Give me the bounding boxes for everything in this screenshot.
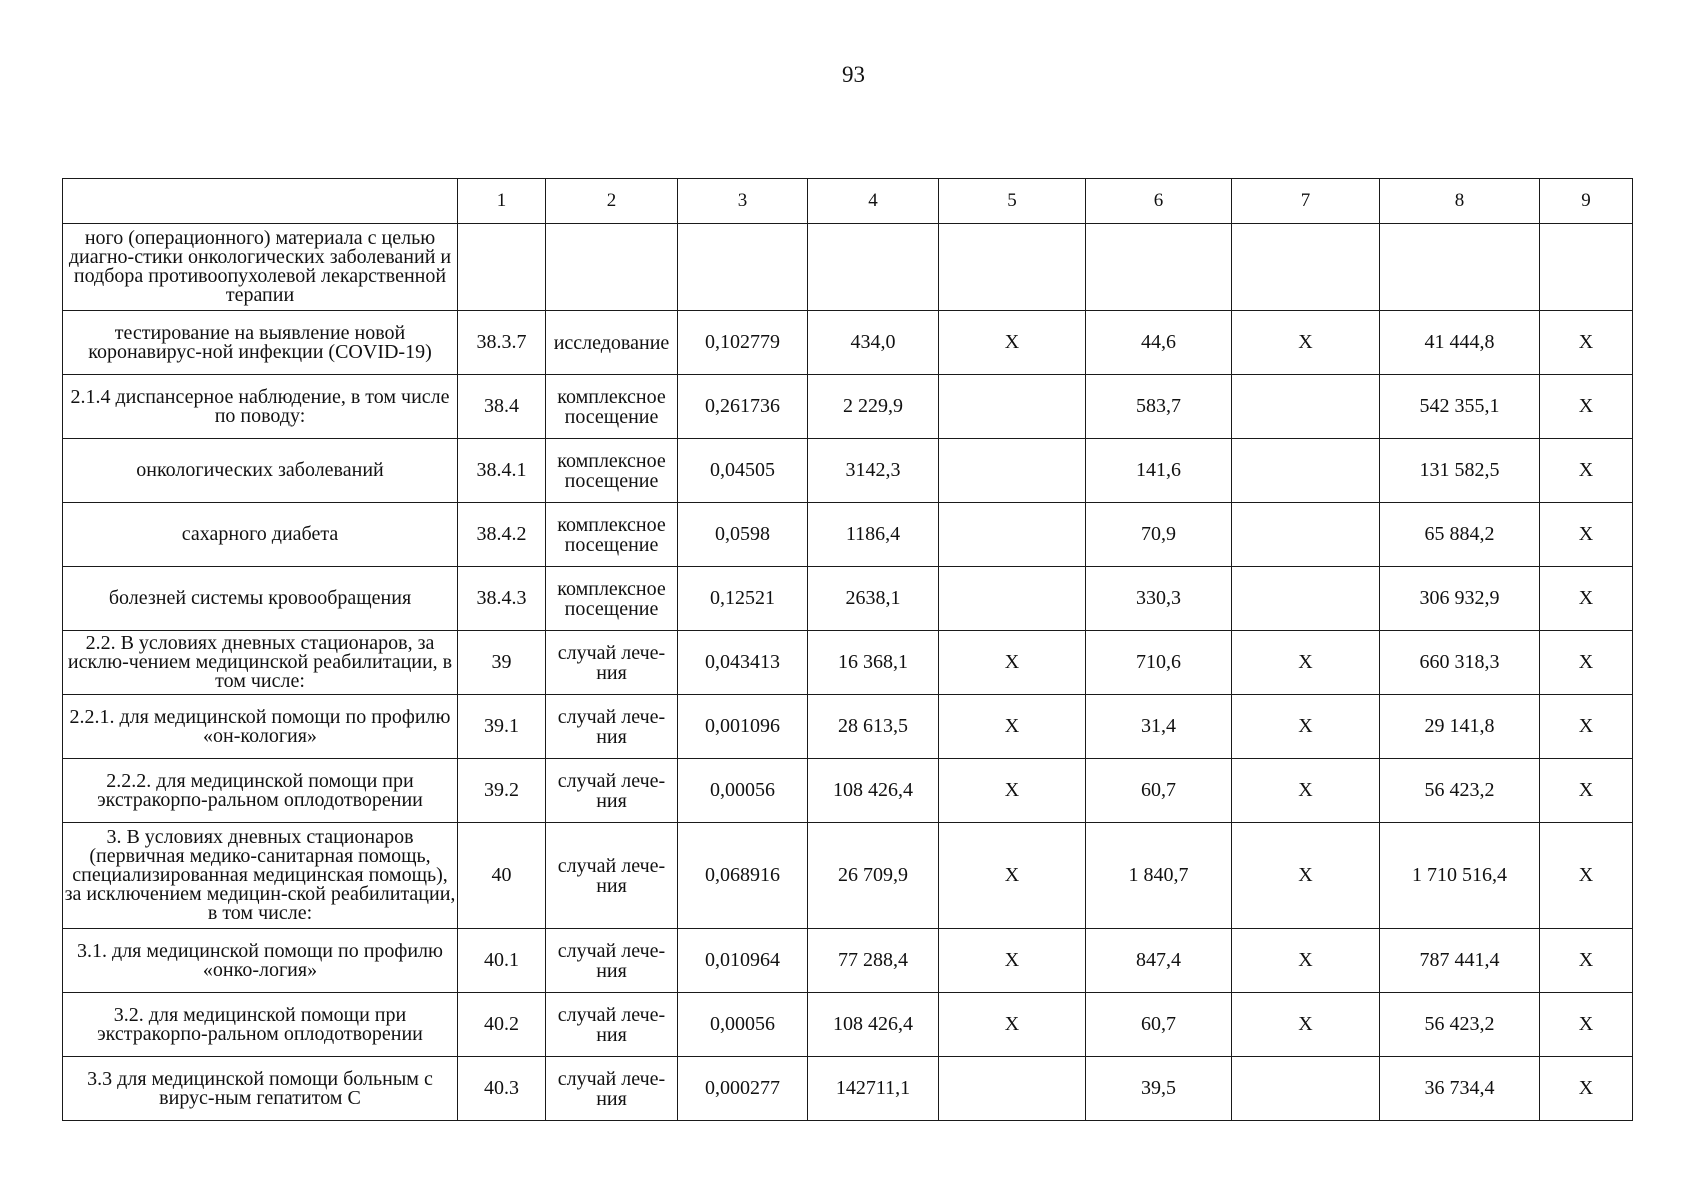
row-name-cell: тестирование на выявление новой коронавирус-ной инфекции (COVID-19) — [63, 311, 458, 375]
table-row — [63, 567, 1633, 631]
row-code-cell: 40.2 — [458, 993, 546, 1057]
row-unit-cell: случай лече-ния — [546, 993, 678, 1057]
col-3-cell: 0,043413 — [678, 631, 808, 695]
col-3-cell: 0,068916 — [678, 823, 808, 929]
col-3-cell: 0,102779 — [678, 311, 808, 375]
col-8-cell: 41 444,8 — [1380, 311, 1540, 375]
table-row — [63, 993, 1633, 1057]
col-3-cell: 0,00056 — [678, 993, 808, 1057]
header-cell: 5 — [939, 179, 1086, 224]
table-row — [63, 311, 1633, 375]
col-6-cell: 60,7 — [1086, 993, 1232, 1057]
row-name-cell: болезней системы кровообращения — [63, 567, 458, 631]
col-7-cell: X — [1232, 311, 1380, 375]
header-row — [63, 179, 1633, 224]
col-5-cell — [939, 567, 1086, 631]
col-3-cell: 0,0598 — [678, 503, 808, 567]
col-4-cell: 26 709,9 — [808, 823, 939, 929]
col-9-cell — [1540, 224, 1633, 311]
col-9-cell: X — [1540, 823, 1633, 929]
col-6-cell: 710,6 — [1086, 631, 1232, 695]
row-unit-cell: случай лече-ния — [546, 929, 678, 993]
header-cell: 7 — [1232, 179, 1380, 224]
table-row — [63, 695, 1633, 759]
col-8-cell: 660 318,3 — [1380, 631, 1540, 695]
col-3-cell — [678, 224, 808, 311]
row-unit-cell: случай лече-ния — [546, 1057, 678, 1121]
col-7-cell — [1232, 503, 1380, 567]
col-4-cell: 1186,4 — [808, 503, 939, 567]
table-row — [63, 224, 1633, 311]
col-7-cell — [1232, 1057, 1380, 1121]
row-name-cell: 2.1.4 диспансерное наблюдение, в том числе по поводу: — [63, 375, 458, 439]
row-code-cell: 39.1 — [458, 695, 546, 759]
row-unit-cell: исследование — [546, 311, 678, 375]
table-body — [63, 224, 1633, 1121]
row-code-cell: 40 — [458, 823, 546, 929]
col-4-cell: 28 613,5 — [808, 695, 939, 759]
header-cell: 8 — [1380, 179, 1540, 224]
row-unit-cell: комплексное посещение — [546, 439, 678, 503]
col-7-cell: X — [1232, 823, 1380, 929]
data-table — [62, 178, 1633, 1121]
col-6-cell: 1 840,7 — [1086, 823, 1232, 929]
header-cell: 9 — [1540, 179, 1633, 224]
col-3-cell: 0,04505 — [678, 439, 808, 503]
col-9-cell: X — [1540, 311, 1633, 375]
col-8-cell: 56 423,2 — [1380, 759, 1540, 823]
col-8-cell: 36 734,4 — [1380, 1057, 1540, 1121]
row-code-cell: 38.4 — [458, 375, 546, 439]
col-8-cell — [1380, 224, 1540, 311]
table-row — [63, 503, 1633, 567]
col-3-cell: 0,00056 — [678, 759, 808, 823]
header-cell — [63, 179, 458, 224]
col-5-cell: X — [939, 695, 1086, 759]
header-cell: 4 — [808, 179, 939, 224]
header-cell: 3 — [678, 179, 808, 224]
col-5-cell: X — [939, 631, 1086, 695]
table-row — [63, 375, 1633, 439]
table-row — [63, 1057, 1633, 1121]
col-5-cell — [939, 503, 1086, 567]
col-4-cell: 2638,1 — [808, 567, 939, 631]
row-code-cell — [458, 224, 546, 311]
col-8-cell: 1 710 516,4 — [1380, 823, 1540, 929]
col-6-cell: 31,4 — [1086, 695, 1232, 759]
col-6-cell: 141,6 — [1086, 439, 1232, 503]
col-3-cell: 0,12521 — [678, 567, 808, 631]
col-9-cell: X — [1540, 929, 1633, 993]
col-7-cell — [1232, 439, 1380, 503]
row-name-cell: 2.2.2. для медицинской помощи при экстракорпо-ральном оплодотворении — [63, 759, 458, 823]
row-code-cell: 40.1 — [458, 929, 546, 993]
col-3-cell: 0,010964 — [678, 929, 808, 993]
col-7-cell: X — [1232, 695, 1380, 759]
col-5-cell: X — [939, 823, 1086, 929]
col-7-cell: X — [1232, 759, 1380, 823]
col-6-cell: 583,7 — [1086, 375, 1232, 439]
row-unit-cell: случай лече-ния — [546, 631, 678, 695]
col-5-cell: X — [939, 759, 1086, 823]
col-3-cell: 0,001096 — [678, 695, 808, 759]
col-5-cell: X — [939, 311, 1086, 375]
row-code-cell: 40.3 — [458, 1057, 546, 1121]
col-8-cell: 56 423,2 — [1380, 993, 1540, 1057]
col-8-cell: 29 141,8 — [1380, 695, 1540, 759]
col-9-cell: X — [1540, 375, 1633, 439]
col-7-cell — [1232, 567, 1380, 631]
row-unit-cell: случай лече-ния — [546, 759, 678, 823]
col-8-cell: 131 582,5 — [1380, 439, 1540, 503]
header-cell: 2 — [546, 179, 678, 224]
col-5-cell — [939, 1057, 1086, 1121]
row-unit-cell: случай лече-ния — [546, 823, 678, 929]
table-row — [63, 759, 1633, 823]
row-code-cell: 39.2 — [458, 759, 546, 823]
col-9-cell: X — [1540, 695, 1633, 759]
col-6-cell — [1086, 224, 1232, 311]
row-code-cell: 38.4.3 — [458, 567, 546, 631]
col-7-cell — [1232, 375, 1380, 439]
page-number: 93 — [842, 62, 865, 87]
row-name-cell: 3.2. для медицинской помощи при экстракорпо-ральном оплодотворении — [63, 993, 458, 1057]
col-9-cell: X — [1540, 567, 1633, 631]
col-4-cell: 108 426,4 — [808, 759, 939, 823]
header-cell: 1 — [458, 179, 546, 224]
row-name-cell: 2.2.1. для медицинской помощи по профилю «он-кология» — [63, 695, 458, 759]
row-name-cell: онкологических заболеваний — [63, 439, 458, 503]
col-8-cell: 65 884,2 — [1380, 503, 1540, 567]
col-5-cell: X — [939, 993, 1086, 1057]
col-4-cell: 3142,3 — [808, 439, 939, 503]
col-6-cell: 39,5 — [1086, 1057, 1232, 1121]
col-6-cell: 70,9 — [1086, 503, 1232, 567]
row-name-cell: 2.2. В условиях дневных стационаров, за исклю-чением медицинской реабилитации, в том числе: — [63, 631, 458, 695]
table-row — [63, 823, 1633, 929]
header-cell: 6 — [1086, 179, 1232, 224]
col-7-cell: X — [1232, 631, 1380, 695]
row-name-cell: 3.1. для медицинской помощи по профилю «онко-логия» — [63, 929, 458, 993]
col-4-cell — [808, 224, 939, 311]
row-unit-cell: комплексное посещение — [546, 375, 678, 439]
col-9-cell: X — [1540, 993, 1633, 1057]
col-5-cell — [939, 224, 1086, 311]
table-row — [63, 929, 1633, 993]
row-unit-cell: комплексное посещение — [546, 503, 678, 567]
col-8-cell: 306 932,9 — [1380, 567, 1540, 631]
row-code-cell: 38.3.7 — [458, 311, 546, 375]
col-6-cell: 44,6 — [1086, 311, 1232, 375]
col-4-cell: 77 288,4 — [808, 929, 939, 993]
col-7-cell: X — [1232, 993, 1380, 1057]
row-code-cell: 39 — [458, 631, 546, 695]
col-7-cell — [1232, 224, 1380, 311]
row-code-cell: 38.4.1 — [458, 439, 546, 503]
row-unit-cell: комплексное посещение — [546, 567, 678, 631]
col-6-cell: 60,7 — [1086, 759, 1232, 823]
row-name-cell: ного (операционного) материала с целью диагно-стики онкологических заболеваний и подбора противоопухолевой лекарственной терапии — [63, 224, 458, 311]
col-4-cell: 434,0 — [808, 311, 939, 375]
row-name-cell: сахарного диабета — [63, 503, 458, 567]
col-8-cell: 542 355,1 — [1380, 375, 1540, 439]
col-6-cell: 847,4 — [1086, 929, 1232, 993]
col-9-cell: X — [1540, 439, 1633, 503]
col-9-cell: X — [1540, 759, 1633, 823]
table-row — [63, 631, 1633, 695]
table-row — [63, 439, 1633, 503]
row-code-cell: 38.4.2 — [458, 503, 546, 567]
row-name-cell: 3.3 для медицинской помощи больным с вирус-ным гепатитом С — [63, 1057, 458, 1121]
col-6-cell: 330,3 — [1086, 567, 1232, 631]
row-unit-cell: случай лече-ния — [546, 695, 678, 759]
col-9-cell: X — [1540, 503, 1633, 567]
col-8-cell: 787 441,4 — [1380, 929, 1540, 993]
row-name-cell: 3. В условиях дневных стационаров (первичная медико-санитарная помощь, специализированная медицинская помощь), за исключением медицин-ской реабилитации, в том числе: — [63, 823, 458, 929]
col-3-cell: 0,261736 — [678, 375, 808, 439]
col-5-cell — [939, 375, 1086, 439]
col-4-cell: 142711,1 — [808, 1057, 939, 1121]
col-9-cell: X — [1540, 1057, 1633, 1121]
col-4-cell: 2 229,9 — [808, 375, 939, 439]
col-9-cell: X — [1540, 631, 1633, 695]
col-5-cell: X — [939, 929, 1086, 993]
row-unit-cell — [546, 224, 678, 311]
col-4-cell: 16 368,1 — [808, 631, 939, 695]
col-7-cell: X — [1232, 929, 1380, 993]
col-3-cell: 0,000277 — [678, 1057, 808, 1121]
col-5-cell — [939, 439, 1086, 503]
col-4-cell: 108 426,4 — [808, 993, 939, 1057]
